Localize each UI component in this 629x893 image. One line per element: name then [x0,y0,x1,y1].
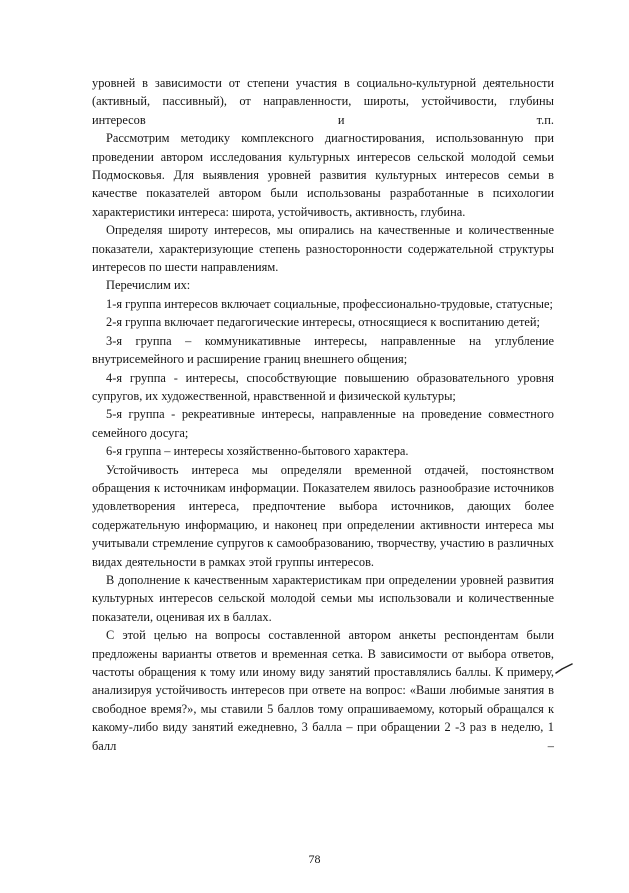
list-item-group-3: 3-я группа – коммуникативные интересы, направленные на углубление внутрисемейного и расширение границ внешнего общения; [92,333,554,367]
paragraph-4: Перечислим их: [106,278,191,293]
paragraph-survey: С этой целью на вопросы составленной автором анкеты респондентам были предложены варианты ответов и временная сетка. В зависимости от выбора ответов, частоты обращения к тому или иному виду занятий проставлялись баллы. К примеру, анализируя устойчивость интересов при ответе на вопрос: «Ваши любимые занятия в свободное время?», мы ставили 5 баллов тому опрашиваемому, который обращался к какому-либо виду занятий ежедневно, 3 балла – при обращении 2 -3 раз в неделю, 1 балл – [92,628,554,753]
paragraph-1: уровней в зависимости от степени участия в социально-культурной деятельности (активный, пассивный), от направленности, широты, устойчивости, глубины интересов и т.п. [92,76,554,127]
list-item-group-6: 6-я группа – интересы хозяйственно-бытового характера. [106,444,409,459]
list-item-group-1-text: 1-я группа интересов включает социальные, профессионально-трудовые, статусные; [106,296,553,311]
list-item-group-5: 5-я группа - рекреативные интересы, направленные на проведение совместного семейного досуга; [92,407,554,440]
page-number: 78 [308,852,321,866]
paragraph-stability: Устойчивость интереса мы определяли временной отдачей, постоянством обращения к источникам информации. Показателем явилось разнообразие источников удовлетворения интереса, предпочтение выбора источников, дающих более содержательную информацию, и наконец при определении активности интереса мы учитывали стремление супругов к самообразованию, творчеству, участию в различных видах деятельности в рамках этой группы интересов. [92,462,554,569]
handwritten-mark-icon [554,663,574,677]
paragraph-2: Рассмотрим методику комплексного диагностирования, использованную при проведении автором исследования культурных интересов сельской молодой семьи Подмосковья. Для выявления уровней развития культурных интересов семьи в качестве показателей автором были использованы разработанные в психологии характеристики интереса: широта, устойчивость, активность, глубина. [92,131,554,219]
list-item-group-1 [92,295,554,313]
list-item-group-4: 4-я группа - интересы, способствующие повышению образовательного уровня супругов, их художественной, нравственной и физической культуры; [92,370,554,403]
list-item-group-2: 2-я группа включает педагогические интересы, относящиеся к воспитанию детей; [106,315,540,330]
paragraph-3: Определяя широту интересов, мы опирались на качественные и количественные показатели, характеризующие степень разносторонности содержательной структуры интересов по шести направлениям. [92,223,554,275]
paragraph-quantitative: В дополнение к качественным характеристикам при определении уровней развития культурных интересов сельской молодой семьи мы использовали и количественные показатели, оценивая их в баллах. [92,572,554,624]
body-text [92,74,554,755]
